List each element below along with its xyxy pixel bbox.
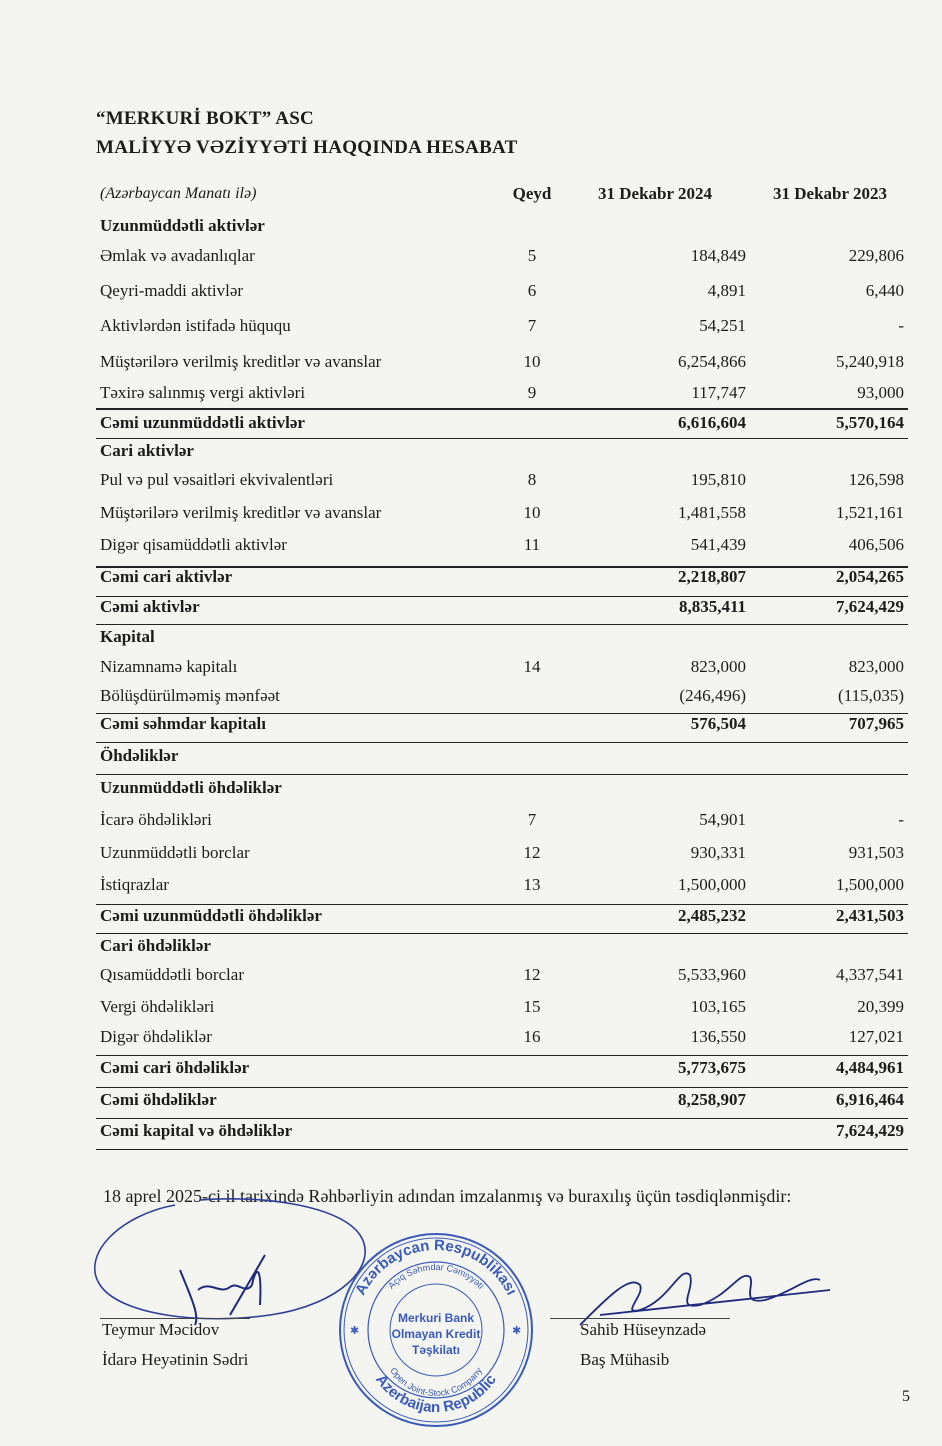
total-row — [100, 411, 906, 437]
stamp-inner-bottom: Open Joint-Stock Company — [388, 1365, 484, 1399]
svg-text:✱: ✱ — [350, 1325, 360, 1337]
section-header-row — [100, 934, 906, 960]
total-row — [100, 712, 906, 738]
table-rule — [96, 624, 908, 625]
table-rule — [96, 1149, 908, 1150]
currency-note: (Azərbaycan Manatı ilə) — [100, 185, 257, 202]
row-label: Cəmi aktivlər — [100, 597, 200, 616]
row-value-2024: 103,165 — [690, 997, 746, 1016]
line-item-row — [100, 350, 906, 376]
table-rule — [96, 1087, 908, 1088]
row-value-2024: 5,773,675 — [678, 1058, 746, 1077]
row-value-2023: 2,054,265 — [836, 567, 904, 586]
row-label: Əmlak və avadanlıqlar — [100, 246, 255, 265]
line-item-row — [100, 808, 906, 834]
line-item-row — [100, 963, 906, 989]
table-rule — [96, 438, 908, 439]
stamp-outer-bottom: Azerbaijan Republic — [372, 1371, 500, 1417]
row-value-2024: 6,616,604 — [678, 413, 746, 432]
row-value-2023: 6,916,464 — [836, 1090, 904, 1109]
row-label: Digər qisamüddətli aktivlər — [100, 535, 287, 554]
stamp-inner-top: Açıq Səhmdar Cəmiyyəti — [386, 1261, 487, 1291]
row-note: 16 — [523, 1027, 541, 1046]
row-value-2024: 6,254,866 — [678, 352, 746, 371]
total-row — [100, 1088, 906, 1114]
row-label: Müştərilərə verilmiş kreditlər və avanslar — [100, 352, 382, 371]
row-note: 7 — [527, 316, 537, 335]
row-label: İstiqrazlar — [100, 875, 169, 894]
chairman-name: Teymur Məcidov — [102, 1320, 220, 1339]
company-stamp — [336, 1230, 536, 1430]
line-item-row — [100, 279, 906, 305]
line-item-row — [100, 244, 906, 270]
row-label: Kapital — [100, 627, 155, 646]
row-label: Cəmi uzunmüddətli aktivlər — [100, 413, 305, 432]
table-rule — [96, 713, 908, 714]
row-value-2024: 2,218,807 — [678, 567, 746, 586]
row-value-2023: 7,624,429 — [836, 597, 904, 616]
company-name: “MERKURİ BOKT” ASC — [96, 108, 314, 129]
row-note: 15 — [523, 997, 541, 1016]
row-label: Pul və pul vəsaitləri ekvivalentləri — [100, 470, 334, 489]
row-value-2023: 4,484,961 — [836, 1058, 904, 1077]
row-note: 8 — [527, 470, 537, 489]
svg-text:✱: ✱ — [512, 1325, 522, 1337]
row-value-2024: 576,504 — [690, 714, 746, 733]
table-rule — [96, 596, 908, 597]
page-number: 5 — [902, 1388, 910, 1405]
row-label: Qısamüddətli borclar — [100, 965, 244, 984]
section-header-row — [100, 744, 906, 770]
row-label: Öhdəliklər — [100, 746, 179, 765]
row-note: 11 — [523, 535, 541, 554]
row-value-2024: 54,901 — [699, 810, 746, 829]
row-value-2024: 1,481,558 — [678, 503, 746, 522]
row-note: 13 — [523, 875, 541, 894]
row-note: 7 — [527, 810, 537, 829]
row-value-2023: 6,440 — [865, 281, 904, 300]
row-label: Müştərilərə verilmiş kreditlər və avanslar — [100, 503, 382, 522]
row-note: 5 — [527, 246, 537, 265]
total-row — [100, 904, 906, 930]
stamp-center-line1: Merkuri Bank — [397, 1311, 475, 1325]
row-value-2024: 8,258,907 — [678, 1090, 746, 1109]
row-value-2023: 823,000 — [848, 657, 904, 676]
row-value-2023: 1,500,000 — [836, 875, 904, 894]
row-value-2024: 823,000 — [690, 657, 746, 676]
row-note: 10 — [523, 503, 541, 522]
row-note: 12 — [523, 843, 541, 862]
stamp-outer-top: Azərbaycan Respublikası — [351, 1236, 521, 1298]
row-value-2024: (246,496) — [679, 686, 746, 705]
line-item-row — [100, 533, 906, 559]
row-label: Nizamnamə kapitalı — [100, 657, 238, 676]
row-value-2023: 707,965 — [848, 714, 904, 733]
table-rule — [96, 933, 908, 934]
row-label: Vergi öhdəlikləri — [100, 997, 215, 1016]
row-value-2023: 931,503 — [848, 843, 904, 862]
chairman-signature-line — [100, 1318, 250, 1319]
line-item-row — [100, 655, 906, 681]
approval-text: 18 aprel 2025-ci il tarixində Rəhbərliyin adından imzalanmış və buraxılış üçün təsdiqlənmişdir: — [103, 1186, 792, 1206]
line-item-row — [100, 873, 906, 899]
row-label: Uzunmüddətli borclar — [100, 843, 250, 862]
row-note: 6 — [527, 281, 537, 300]
row-label: Cəmi səhmdar kapitalı — [100, 714, 266, 733]
row-label: İcarə öhdəlikləri — [100, 810, 212, 829]
line-item-row — [100, 1025, 906, 1051]
row-value-2024: 184,849 — [690, 246, 746, 265]
table-rule — [96, 742, 908, 743]
row-note: 14 — [523, 657, 541, 676]
row-value-2023: - — [898, 316, 904, 335]
table-rule — [96, 566, 908, 568]
row-label: Təxirə salınmış vergi aktivləri — [100, 383, 306, 402]
row-value-2023: 229,806 — [848, 246, 904, 265]
row-label: Uzunmüddətli öhdəliklər — [100, 778, 282, 797]
row-value-2023: 406,506 — [848, 535, 904, 554]
row-value-2024: 136,550 — [690, 1027, 746, 1046]
row-value-2023: 2,431,503 — [836, 906, 904, 925]
row-value-2024: 4,891 — [707, 281, 746, 300]
row-value-2024: 541,439 — [690, 535, 746, 554]
row-value-2023: - — [898, 810, 904, 829]
line-item-row — [100, 381, 906, 407]
row-value-2023: 127,021 — [848, 1027, 904, 1046]
row-value-2024: 930,331 — [690, 843, 746, 862]
row-label: Cari öhdəliklər — [100, 936, 211, 955]
accountant-name: Sahib Hüseynzadə — [580, 1320, 707, 1339]
table-rule — [96, 904, 908, 905]
row-value-2023: 5,570,164 — [836, 413, 904, 432]
line-item-row — [100, 684, 906, 710]
total-row — [100, 1119, 906, 1145]
row-label: Cəmi cari aktivlər — [100, 567, 233, 586]
table-rule — [96, 1055, 908, 1056]
column-header-note: Qeyd — [512, 184, 552, 203]
row-label: Qeyri-maddi aktivlər — [100, 281, 244, 300]
section-header-row — [100, 776, 906, 802]
total-row — [100, 595, 906, 621]
page-title: MALİYYƏ VƏZİYYƏTİ HAQQINDA HESABAT — [96, 137, 518, 158]
chairman-signature — [80, 1195, 380, 1335]
row-label: Cari aktivlər — [100, 441, 194, 460]
row-label: Cəmi uzunmüddətli öhdəliklər — [100, 906, 322, 925]
column-header-2023: 31 Dekabr 2023 — [773, 184, 887, 203]
row-value-2023: 4,337,541 — [836, 965, 904, 984]
row-value-2023: 7,624,429 — [836, 1121, 904, 1140]
line-item-row — [100, 468, 906, 494]
row-value-2023: 5,240,918 — [836, 352, 904, 371]
row-value-2024: 54,251 — [699, 316, 746, 335]
row-label: Uzunmüddətli aktivlər — [100, 216, 265, 235]
row-label: Cəmi öhdəliklər — [100, 1090, 217, 1109]
row-value-2023: (115,035) — [838, 686, 904, 705]
table-rule — [96, 408, 908, 410]
section-header-row — [100, 439, 906, 465]
row-label: Cəmi cari öhdəliklər — [100, 1058, 250, 1077]
row-value-2024: 2,485,232 — [678, 906, 746, 925]
chairman-title: İdarə Heyətinin Sədri — [102, 1350, 249, 1369]
row-value-2024: 5,533,960 — [678, 965, 746, 984]
section-header-row — [100, 625, 906, 651]
row-label: Bölüşdürülməmiş mənfəət — [100, 686, 280, 705]
row-label: Aktivlərdən istifadə hüququ — [100, 316, 291, 335]
row-label: Cəmi kapital və öhdəliklər — [100, 1121, 293, 1140]
accountant-title: Baş Mühasib — [580, 1350, 670, 1369]
table-rule — [96, 1118, 908, 1119]
row-value-2023: 93,000 — [857, 383, 904, 402]
row-value-2024: 195,810 — [690, 470, 746, 489]
line-item-row — [100, 995, 906, 1021]
stamp-center-line2: Olmayan Kredit — [391, 1327, 481, 1341]
section-header-row — [100, 214, 906, 240]
line-item-row — [100, 314, 906, 340]
row-note: 9 — [527, 383, 537, 402]
total-row — [100, 565, 906, 591]
column-header-2024: 31 Dekabr 2024 — [598, 184, 712, 203]
row-value-2024: 1,500,000 — [678, 875, 746, 894]
line-item-row — [100, 501, 906, 527]
total-row — [100, 1056, 906, 1082]
row-value-2023: 1,521,161 — [836, 503, 904, 522]
line-item-row — [100, 841, 906, 867]
row-note: 10 — [523, 352, 541, 371]
accountant-signature-line — [550, 1318, 730, 1319]
row-label: Digər öhdəliklər — [100, 1027, 212, 1046]
row-note: 12 — [523, 965, 541, 984]
row-value-2023: 126,598 — [848, 470, 904, 489]
row-value-2023: 20,399 — [857, 997, 904, 1016]
stamp-center-line3: Təşkilatı — [411, 1343, 461, 1357]
row-value-2024: 8,835,411 — [678, 597, 746, 616]
table-rule — [96, 774, 908, 775]
row-value-2024: 117,747 — [691, 383, 746, 402]
